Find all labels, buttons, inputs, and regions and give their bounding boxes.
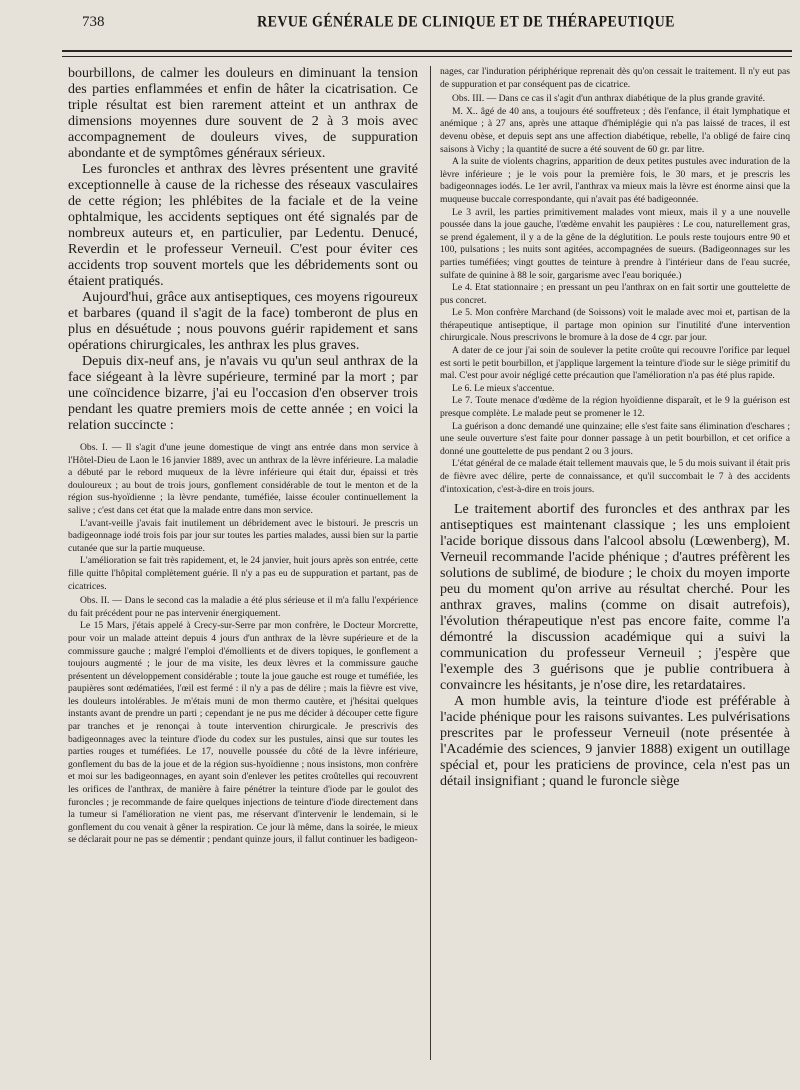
right-body-text <box>440 502 790 790</box>
paragraph: Le traitement abortif des furoncles et des anthrax par les antiseptiques est maintenant classique ; les uns emploient l'acide borique dissous dans l'alcool absolu (Lœwenberg), M. Verneuil recommande l'acide phénique ; d'autres préfèrent les solutions de sublimé, de biodure ; le choix du moyen importe peu du moment qu'on arrive au résultat cherché. Pour les anthrax graves, malins (comme on disait autrefois), l'évolution thérapeutique n'est pas encore faite, comme l'a démontré la discussion académique qui a suivi la communication du professeur Verneuil ; j'espère que l'exemple des 3 guérisons que je publie contribuera à convaincre les hésitants, je n'ose dire, les retardataires. <box>440 502 790 694</box>
observation-paragraph: A dater de ce jour j'ai soin de soulever la petite croûte qui recouvre l'orifice par lequel est sorti le petit bourbillon, et j'applique largement la teinture d'iode sur le siège primitif du mal. C'est pour avoir négligé cette précaution que l'amélioration n'a pas été plus rapide. <box>440 345 790 382</box>
paragraph: Aujourd'hui, grâce aux antiseptiques, ces moyens rigoureux et barbares (quand il s'agit de la face) tomberont de plus en plus en désuétude ; nous pouvons guérir rapidement et sans opérations chirurgicales, les anthrax les plus graves. <box>68 290 418 353</box>
paragraph: bourbillons, de calmer les douleurs en diminuant la tension des parties enflammées et enfin de hâter la cicatrisation. Ce triple résultat est bien rarement atteint et un anthrax de dimensions moyennes dure souvent de 2 à 3 mois avec accompagnement de douleurs vives, de suppuration abondante et de symptômes généraux sérieux. <box>68 66 418 161</box>
observation-paragraph: Le 4. Etat stationnaire ; en pressant un peu l'anthrax on en fait sortir une gouttelette de pus concret. <box>440 282 790 306</box>
observation-2: Obs. II. — Dans le second cas la maladie a été plus sérieuse et il m'a fallu l'expérience du fait précédent pour ne pas intervenir énergiquement. <box>68 595 418 619</box>
observation-paragraph: A la suite de violents chagrins, apparition de deux petites pustules avec induration de la lèvre inférieure ; je le vois pour la première fois, le 30 mars, et je prescris les badigeonnages iodés. Le 1er avril, l'anthrax va mieux mais la lèvre est énorme ainsi que la muqueuse buccale correspondante, qui n'avait pas été badigeonnée. <box>440 156 790 205</box>
page-number: 738 <box>82 14 105 30</box>
left-observations <box>68 442 418 847</box>
observation-paragraph: L'amélioration se fait très rapidement, et, le 24 janvier, huit jours après son entrée, cette fille quitte l'hôpital complètement guérie. Il n'y a pas eu de suppuration et partant, pas de cicatrices. <box>68 555 418 592</box>
observation-paragraph: nages, car l'induration périphérique reprenait dès qu'on cessait le traitement. Il n'y eut pas de suppuration et par conséquent pas de cicatrice. <box>440 66 790 90</box>
left-body-text <box>68 66 418 434</box>
observation-paragraph: L'état général de ce malade était tellement mauvais que, le 5 du mois suivant il était pris de fièvre avec délire, perte de connaissance, et qu'il succombait le 7 à des accidents d'intoxication, c'est-à-dire en trois jours. <box>440 458 790 495</box>
running-head <box>60 14 790 42</box>
observation-paragraph: Le 6. Le mieux s'accentue. <box>452 382 555 394</box>
observation-paragraph: L'avant-veille j'avais fait inutilement un débridement avec le bistouri. Je prescris un badigeonnage iodé trois fois par jour sur toutes les parties malades, aussi bien sur la partie cutanée que sur la partie muqueuse. <box>68 517 418 554</box>
right-column <box>440 66 790 1060</box>
paragraph: Depuis dix-neuf ans, je n'avais vu qu'un seul anthrax de la face siégeant à la lèvre supérieure, terminé par la mort ; par une coïncidence bizarre, j'ai eu l'occasion d'en observer trois pendant les quatre premiers mois de cette année ; en voici la relation succincte : <box>68 354 418 433</box>
observation-1: Obs. I. — Il s'agit d'une jeune domestique de vingt ans entrée dans mon service à l'Hôtel-Dieu de Laon le 16 janvier 1889, avec un anthrax de la lèvre inférieure. La maladie a débuté par le rebord muqueux de la lèvre inférieure qui était dur, épaissi et très douloureux ; au bout de trois jours, gonflement considérable de tout le menton et de la région sus-hyoïdienne ; la lèvre pendante, tuméfiée, laisse écouler continuellement la salive ; c'est dans cet état que la malade entre dans mon service. <box>68 442 418 516</box>
observation-paragraph: Le 15 Mars, j'étais appelé à Crecy-sur-Serre par mon confrère, le Docteur Morcrette, pour voir un malade atteint depuis 4 jours d'un anthrax de la lèvre supérieure et de la commissure gauche ; malgré l'emploi d'émollients et de divers topiques, le gonflement a toujours augmenté ; le jour de ma visite, les deux lèvres et la commissure gauche présentent un développement considérable ; toute la joue gauche est rouge et tuméfiée, les paupières sont œdématiées, l'œil est fermé : il n'y a pas de délire ; mais la fièvre est vive, les douleurs intolérables. Je m'étais muni de mon thermo cautère, et j'hésitai quelques instants avant de prendre un parti ; cependant je ne pus me décider à découper cette figure par tranches et je renonçai à toute intervention chirurgicale. Je prescrivis des badigeonnages avec la teinture d'iode du codex sur les pustules, ainsi que sur toutes les parties rouges et tuméfiées. Le 17, nouvelle poussée du côté de la lèvre inférieure, gonflement du bas de la joue et de la région sus-hyoïdienne ; nous insistons, mon confrère et moi sur les badigeonnages, en ayant soin d'enlever les petites croûtelles qui recouvrent les orifices de l'anthrax, de manière à faire pénétrer la teinture d'iode par le goulot des furoncles ; je recommande de faire quelques injections de teinture d'iode directement dans la tumeur si l'amélioration ne vient pas, me réservant d'intervenir le lendemain, si le gonflement du cou venait à gêner la respiration. Ce jour là même, dans la soirée, le mieux se déclarait pour ne pas se démentir ; pendant quinze jours, il fallut continuer les badigeon- <box>68 620 418 846</box>
observation-paragraph: La guérison a donc demandé une quinzaine; elle s'est faite sans élimination d'eschares ; une seule ouverture s'est faite pour donner passage à un petit bourbillon, et cet orifice a donné une gouttelette de pus pendant 2 ou 3 jours. <box>440 420 790 457</box>
observation-3: Obs. III. — Dans ce cas il s'agit d'un anthrax diabétique de la plus grande gravité. <box>452 93 766 105</box>
column-divider <box>430 66 431 1060</box>
header-rule <box>62 50 792 57</box>
observation-paragraph: M. X.. âgé de 40 ans, a toujours été souffreteux ; dès l'enfance, il était lymphatique et anémique ; à 27 ans, après une attaque d'hémiplégie qui n'a pas laissé de traces, il est devenu obèse, et depuis sept ans une affection diabétique, rebelle, l'a obligé de faire cinq saisons à Vichy ; la quantité de sucre a été souvent de 60 gr. par litre. <box>440 105 790 155</box>
right-observations <box>440 66 790 496</box>
observation-paragraph: Le 7. Toute menace d'œdème de la région hyoïdienne disparaît, et le 9 la guérison est presque complète. Le malade peut se promener le 12. <box>440 395 790 420</box>
paragraph: A mon humble avis, la teinture d'iode est préférable à l'acide phénique pour les raisons suivantes. Les pulvérisations prescrites par le professeur Verneuil (note présentée à l'Académie des sciences, 9 janvier 1888) exigent un outillage spécial et, pour les praticiens de province, cela n'est pas un détail insignifiant ; quand le furoncle siège <box>440 694 790 790</box>
observation-paragraph: Le 3 avril, les parties primitivement malades vont mieux, mais il y a une nouvelle poussée dans la joue gauche, l'œdème envahit les paupières : Le cou, naturellement gras, se prend également, il y a de la gêne de la déglutition. Le pouls reste toujours entre 90 et 100, pulsations ; les nuits sont agitées, accompagnées de sueurs. (Badigeonnages sur les parties tuméfiées; vingt gouttes de teinture à prendre à l'intérieur dans de l'eau sucrée, sulfate de quinine à 88 le soir, gargarisme avec l'eau boriquée.) <box>440 206 790 281</box>
left-column <box>68 66 418 1060</box>
paragraph: Les furoncles et anthrax des lèvres présentent une gravité exceptionnelle à cause de la richesse des réseaux vasculaires de cette région; les phlébites de la faciale et de la veine ophtalmique, les accidents septiques ont été signalés par de nombreux auteurs et, en particulier, par Ledentu. Denucé, Reverdin et le professeur Verneuil. C'est pour éviter ces accidents trop souvent mortels que les débridements sont ou étaient pratiqués. <box>68 162 418 289</box>
observation-paragraph: Le 5. Mon confrère Marchand (de Soissons) voit le malade avec moi et, partisan de la thérapeutique antiseptique, il partage mon opinion sur l'inutilité d'une intervention chirurgicale. Nous prescrivons le bromure à la dose de 4 cgr. par jour. <box>440 307 790 344</box>
journal-title: REVUE GÉNÉRALE DE CLINIQUE ET DE THÉRAPEUTIQUE <box>257 13 675 32</box>
